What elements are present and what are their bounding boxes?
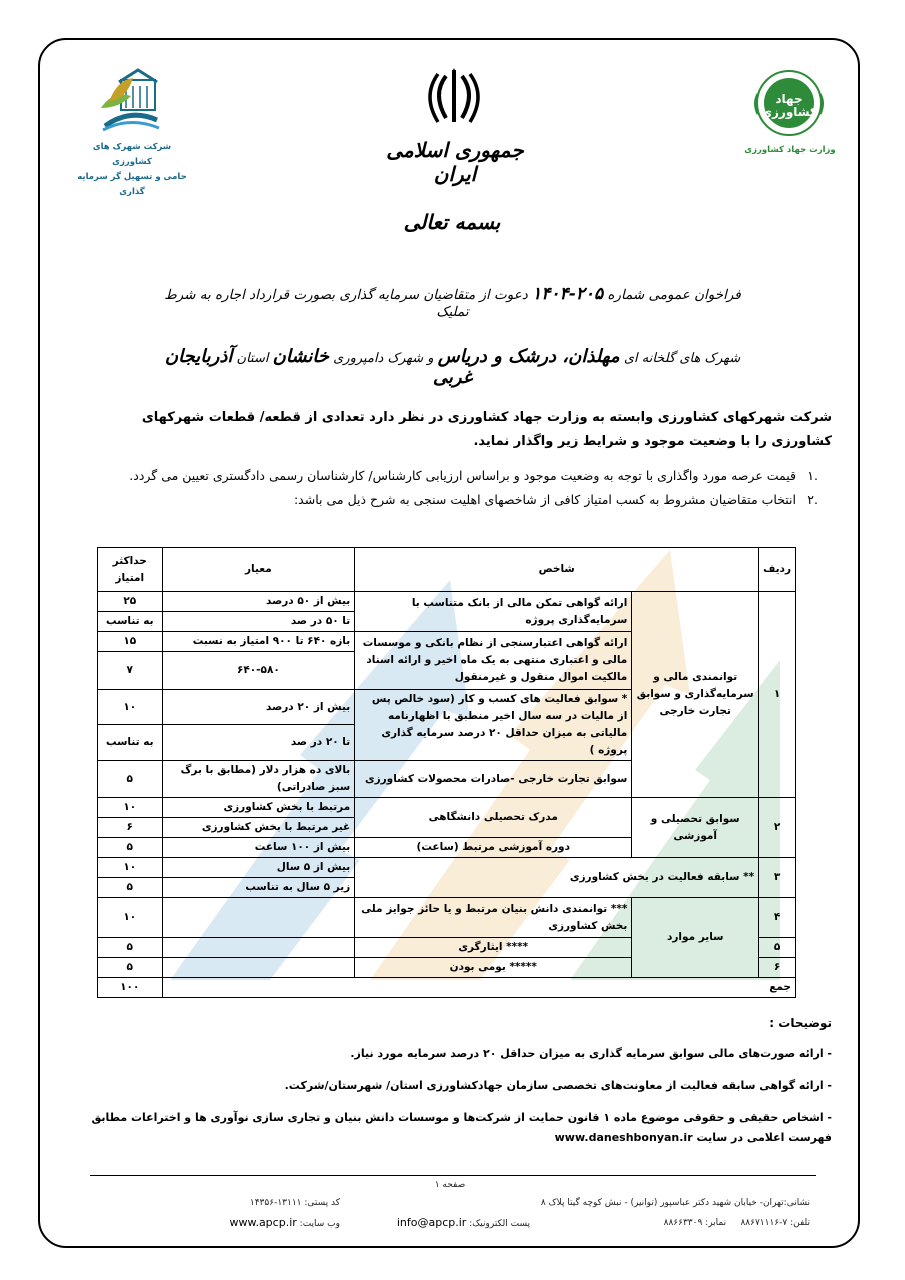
- iran-emblem-icon: [424, 66, 484, 126]
- condition-number: .۱: [807, 468, 818, 483]
- towns-p1: شهرک های گلخانه ای: [623, 351, 741, 366]
- index-item: ارائه گواهی تمکن مالی از بانک متناسب با سرمایه‌گذاری پروژه: [355, 592, 632, 632]
- criterion-cell: زیر ۵ سال به تناسب: [162, 878, 355, 898]
- footer-web-link[interactable]: www.apcp.ir: [229, 1216, 297, 1229]
- score-cell: ۶: [98, 818, 163, 838]
- criterion-cell: بیش از ۵۰ درصد: [162, 592, 355, 612]
- footer-divider: [90, 1175, 816, 1176]
- criterion-cell: غیر مرتبط با بخش کشاورزی: [162, 818, 355, 838]
- header-criterion: معیار: [162, 548, 355, 592]
- islamic-republic-title: جمهوری اسلامی ایران: [386, 138, 524, 186]
- score-cell: ۵: [98, 878, 163, 898]
- note-line: - ارائه صورت‌های مالی سوابق سرمایه گذاری به میزان حداقل ۲۰ درصد سرمایه مورد نیاز.: [350, 1047, 832, 1060]
- index-item: سوابق تجارت خارجی -صادرات محصولات کشاورزی: [355, 761, 632, 798]
- notes-title: توضیحات :: [769, 1016, 832, 1030]
- score-cell: ۵: [98, 761, 163, 798]
- page-number: صفحه ۱: [434, 1180, 466, 1190]
- index-item: *** توانمندی دانش بنیان مرتبط و یا حائز جوایز ملی بخش کشاورزی: [355, 898, 632, 938]
- intro-paragraph: شرکت شهرکهای کشاورزی وابسته به وزارت جهاد کشاورزی در نظر دارد تعدادی از قطعه/ قطعات شهرکهای کشاورزی را با وضعیت موجود و شرایط زیر واگذار نماید.: [141, 410, 832, 449]
- footer-phone: تلفن: ۷-۸۸۶۷۱۱۱۶: [740, 1218, 810, 1228]
- index-group-name: ** سابقه فعالیت در بخش کشاورزی: [355, 858, 759, 898]
- total-value: ۱۰۰: [98, 978, 163, 998]
- criterion-cell: بیش از ۵ سال: [162, 858, 355, 878]
- score-cell: به تناسب: [98, 725, 163, 761]
- score-cell: ۲۵: [98, 592, 163, 612]
- table-row: [98, 858, 796, 878]
- towns-livestock: خانشان: [272, 346, 330, 367]
- towns-title: [150, 346, 755, 388]
- score-cell: ۱۰: [98, 898, 163, 938]
- footer-postal: کد پستی: ۱۳۱۱۱-۱۴۳۵۶: [249, 1198, 340, 1208]
- index-group-name: سوابق تحصیلی و آموزشی: [632, 798, 759, 858]
- table-row: [98, 898, 796, 938]
- index-item: ارائه گواهی اعتبارسنجی از نظام بانکی و موسسات مالی و اعتباری منتهی به یک ماه اخیر و ارائه اسناد مالکیت اموال منقول و غیرمنقول: [355, 632, 632, 690]
- footer-phones: [520, 1218, 810, 1228]
- note-line: - اشخاص حقیقی و حقوقی موضوع ماده ۱ قانون حمایت از شرکت‌ها و موسسات دانش بنیان و تجاری سازی نوآوری ها و اختراعات مطابق فهرست اعلامی در سایت www.daneshbonyan.ir: [91, 1111, 832, 1144]
- call-title: [150, 284, 755, 320]
- index-item: * سوابق فعالیت های کسب و کار (سود خالص پس از مالیات در سه سال اخیر منطبق با اظهارنامه مالیاتی به میزان حداقل ۲۰ درصد سرمایه گذاری پروژه ): [355, 690, 632, 761]
- row-number: ۵: [759, 938, 796, 958]
- right-logo-badge: جهاد کشاورزی: [761, 92, 817, 119]
- table-row: [98, 798, 796, 818]
- header-max-score: حداکثر امتیاز: [98, 548, 163, 592]
- row-number: ۱: [759, 592, 796, 798]
- condition-item: [90, 465, 818, 487]
- score-cell: به تناسب: [98, 612, 163, 632]
- criterion-cell: بالای ده هزار دلار (مطابق با برگ سبز صادراتی): [162, 761, 355, 798]
- condition-item: [90, 489, 818, 511]
- score-cell: ۵: [98, 838, 163, 858]
- footer-web-label: وب سایت:: [299, 1219, 340, 1229]
- table-row: [98, 592, 796, 612]
- towns-p3: استان: [236, 351, 269, 366]
- score-cell: ۱۰: [98, 798, 163, 818]
- towns-greenhouse: مهلذان، درشک و دریاس: [437, 346, 620, 367]
- note-line: - ارائه گواهی سابقه فعالیت از معاونت‌های تخصصی سازمان جهادکشاورزی استان/ شهرستان/شرکت.: [284, 1079, 832, 1092]
- footer-email-link[interactable]: info@apcp.ir: [396, 1216, 467, 1229]
- row-number: ۴: [759, 898, 796, 938]
- notes-section: [80, 1016, 832, 1148]
- left-logo-line2: حامی و تسهیل گر سرمایه گذاری: [77, 172, 187, 197]
- index-item: دوره آموزشی مرتبط (ساعت): [355, 838, 632, 858]
- criterion-cell: [162, 938, 355, 958]
- index-item: مدرک تحصیلی دانشگاهی: [355, 798, 632, 838]
- header-row-num: ردیف: [759, 548, 796, 592]
- score-cell: ۱۰: [98, 858, 163, 878]
- score-cell: ۱۵: [98, 632, 163, 652]
- criterion-cell: تا ۲۰ در صد: [162, 725, 355, 761]
- footer-web-block: [180, 1216, 340, 1229]
- ministry-name: وزارت جهاد کشاورزی: [744, 145, 836, 155]
- call-number: ۲۰۵-۱۴۰۴: [532, 284, 604, 304]
- header-index: شاخص: [355, 548, 759, 592]
- criterion-cell: بازه ۶۴۰ تا ۹۰۰ امتیاز به نسبت: [162, 632, 355, 652]
- score-cell: ۵: [98, 958, 163, 978]
- conditions-list: [90, 465, 818, 511]
- condition-text: انتخاب متقاضیان مشروط به کسب امتیاز کافی از شاخصهای اهلیت سنجی به شرح ذیل می باشد:: [293, 492, 796, 507]
- row-number: ۶: [759, 958, 796, 978]
- criterion-cell: مرتبط با بخش کشاورزی: [162, 798, 355, 818]
- footer-email-block: [370, 1216, 530, 1229]
- criterion-cell: [162, 898, 355, 938]
- index-item: **** ایثارگری: [355, 938, 632, 958]
- table-total-row: [98, 978, 796, 998]
- criterion-cell: ۶۴۰-۵۸۰: [162, 652, 355, 690]
- criterion-cell: [162, 958, 355, 978]
- score-cell: ۷: [98, 652, 163, 690]
- index-item: ***** بومی بودن: [355, 958, 632, 978]
- eligibility-table: [97, 547, 796, 998]
- condition-text: قیمت عرصه مورد واگذاری با توجه به وضعیت موجود و براساس ارزیابی کارشناس/ کارشناسان رسمی دادگستری تعیین می گردد.: [129, 468, 796, 483]
- towns-province: آذربایجان غربی: [164, 346, 473, 388]
- index-group-name: توانمندی مالی و سرمایه‌گذاری و سوابق تجارت خارجی: [632, 592, 759, 798]
- call-title-post: دعوت از متقاضیان سرمایه گذاری بصورت قرارداد اجاره به شرط تملیک: [164, 287, 528, 320]
- total-label: جمع: [162, 978, 795, 998]
- table-header-row: [98, 548, 796, 592]
- criterion-cell: بیش از ۱۰۰ ساعت: [162, 838, 355, 858]
- criterion-cell: تا ۵۰ در صد: [162, 612, 355, 632]
- index-group-name: سایر موارد: [632, 898, 759, 978]
- left-logo-line1: شرکت شهرک های کشاورزی: [92, 142, 172, 167]
- condition-number: .۲: [807, 492, 818, 507]
- score-cell: ۱۰: [98, 690, 163, 725]
- criterion-cell: بیش از ۲۰ درصد: [162, 690, 355, 725]
- footer-email-label: پست الکترونیک:: [469, 1219, 530, 1229]
- score-cell: ۵: [98, 938, 163, 958]
- bismillah-heading: بسمه تعالی: [403, 210, 501, 234]
- footer-fax: نمابر: ۸۸۶۶۳۳۰۹: [663, 1218, 727, 1228]
- footer-address: نشانی:تهران- خیابان شهید دکتر عباسپور (توانیر) - نبش کوچه گیتا پلاک ۸: [540, 1198, 810, 1208]
- towns-p2: و شهرک دامپروری: [333, 351, 434, 366]
- row-number: ۲: [759, 798, 796, 858]
- row-number: ۳: [759, 858, 796, 898]
- agri-towns-logo-icon: [95, 68, 165, 132]
- call-title-pre: فراخوان عمومی شماره: [607, 287, 741, 303]
